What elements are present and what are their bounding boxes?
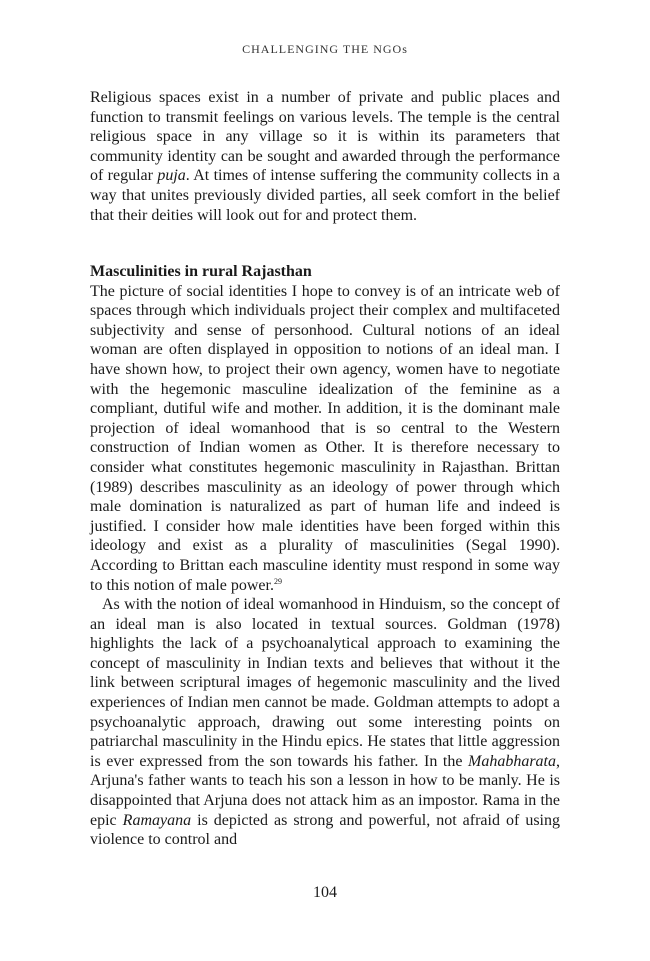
- paragraph-text: The picture of social identities I hope to convey is of an intricate web of spaces through which individuals project their complex and multifaceted subjectivity and sense of personhood. Cultural notions of an ideal woman are often displayed in opposition to notions of an ideal man. I have shown how, to project their own agency, women have to negotiate with the hegemonic masculine idealization of the feminine as a compliant, dutiful wife and mother. In addition, it is the dominant male projection of ideal womanhood that is so central to the Western construction of Indian women as Other. It is therefore necessary to consider what constitutes hegemonic masculinity in Rajasthan. Brittan (1989) describes masculinity as an ideology of power through which male domination is naturalized as part of human life and indeed is justified. I consider how male identities have been forged within this ideology and exist as a plurality of masculinities (Segal 1990). According to Brittan each masculine identity must respond in some way to this notion of male power.: [90, 282, 560, 594]
- paragraph: [90, 88, 560, 225]
- paragraph: [90, 282, 560, 596]
- paragraph-text: Religious spaces exist in a number of private and public places and function to transmit feelings on various levels. The temple is the central religious space in any village so it is within its parameters that community identity can be sought and awarded through the performance of regular: [90, 89, 560, 185]
- paragraph-text: is depicted as strong and powerful, not afraid of using violence to control and: [90, 811, 560, 849]
- paragraph-text: , Arjuna's father wants to teach his son a lesson in how to be manly. He is disappointed that Arjuna does not attack him as an impostor. Rama in the epic: [90, 752, 560, 829]
- page-number: 104: [313, 884, 337, 901]
- italic-term: Mahabharata: [468, 752, 556, 770]
- italic-term: puja: [157, 167, 186, 185]
- body-text-section: [90, 262, 560, 850]
- paragraph-text: As with the notion of ideal womanhood in Hinduism, so the concept of an ideal man is also located in textual sources. Goldman (1978) highlights the lack of a psychoanalytical approach to examining the concept of masculinity in Indian texts and believes that without it the link between scriptural images of hegemonic masculinity and the lived experiences of Indian men cannot be made. Goldman attempts to adopt a psychoanalytic approach, drawing out some interesting points on patriarchal masculinity in the Hindu epics. He states that little aggression is ever expressed from the son towards his father. In the: [90, 596, 560, 770]
- section-heading: Masculinities in rural Rajasthan: [90, 263, 312, 280]
- body-text-top: [90, 88, 560, 225]
- footnote-marker: 29: [273, 576, 282, 586]
- running-head: CHALLENGING THE NGOs: [242, 42, 408, 56]
- paragraph: [90, 595, 560, 850]
- paragraph-text: . At times of intense suffering the community collects in a way that unites previously divided parties, all seek comfort in the belief that their deities will look out for and protect them.: [90, 167, 560, 224]
- italic-term: Ramayana: [122, 811, 192, 829]
